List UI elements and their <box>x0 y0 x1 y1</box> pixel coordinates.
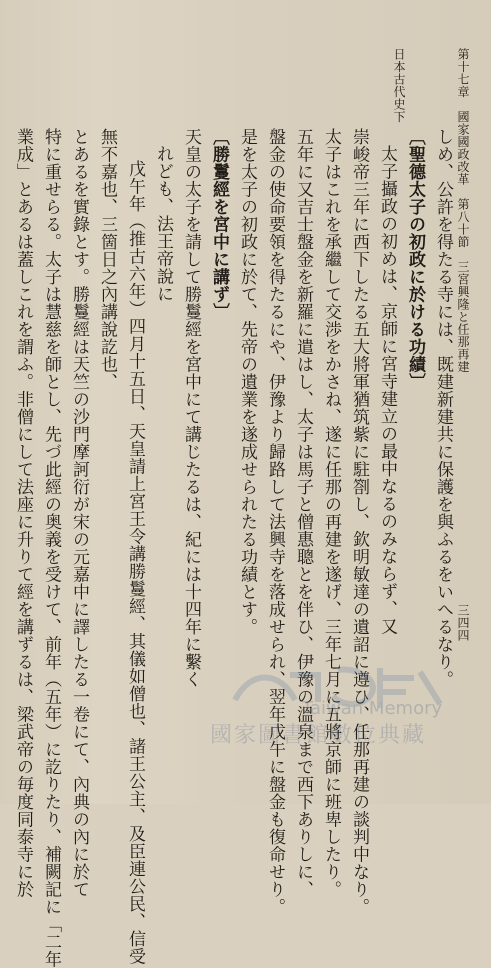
header-left: 日本古代史下 <box>392 48 406 123</box>
text-column-13: 特に重せらる。太子は慧慈を師とし、先づ此經の奥義を受けて、前年（五年）に訖りたり、補闕記に「二年 <box>41 128 61 968</box>
text-column-3: 崇峻帝三年に西下したる五大將軍猶筑紫に駐劄し、欽明敏達の遺詔に遵ひ、任那再建の談判中なり。 <box>349 128 369 916</box>
page-number: 三四四 <box>456 604 470 642</box>
text-column-4: 太子はこれを承繼して交渉をかさね、遂に任那の再建を遂げ、三年七月に五將京師に班卑したり。 <box>321 128 341 898</box>
section-title-2: 〔勝鬘經を宮中に講ず〕 <box>209 128 229 321</box>
text-column-9: れども、法王帝說に <box>153 145 173 303</box>
text-column-10: 戊午年（推古六年）四月十五日、天皇請上宮王令講勝鬘經、其儀如僧也、諸王公主、及臣連公民、信受 <box>125 160 145 965</box>
text-column-12: とあるを實錄とす。勝鬘經は天竺の沙門摩訶衍が宋の元嘉中に譯したる一卷にて、內典の內に於て <box>69 128 89 898</box>
watermark-chinese-text: 國家圖書館數位典藏 <box>210 723 427 748</box>
watermark-english-text: Taiwan Memory <box>302 698 443 719</box>
text-column-7: 是を太子の初政に於て、先帝の遺業を遂成せられたる功績とす。 <box>237 128 257 636</box>
header-right: 第十七章 國家國政改革 第八十節 三宮興隆と任那再建 <box>456 48 470 373</box>
text-column-11: 無不嘉也、三箇日之內講說訖也、 <box>97 128 117 391</box>
text-column-5: 五年に又吉士盤金を新羅に遣はし、太子は馬子と僧惠聰とを伴ひ、伊豫の溫泉まで西下ありしに、 <box>293 128 313 898</box>
text-column-6: 盤金の使命要領を得たるにや、伊豫より歸路して法興寺を落成せられ、翌年戊午に盤金も復命せり。 <box>265 128 285 916</box>
text-column-14: 業成」とあるは蓋しこれを謂ふ。非僧にして法座に升りて經を講ずるは、梁武帝の毎度同泰寺に於 <box>13 128 33 898</box>
text-column-1: しめ、公許を得たる寺には、既建新建共に保護を與ふるをいへるなり。 <box>433 128 453 688</box>
text-column-2: 太子攝政の初めは、京師に宮寺建立の最中なるのみならず、又 <box>377 145 397 635</box>
section-title-1: 〔聖德太子の初政に於ける功績〕 <box>405 128 425 391</box>
text-column-8: 天皇の太子を請して勝鬘經を宮中にて講じたるは、紀には十四年に繫く <box>181 128 201 688</box>
